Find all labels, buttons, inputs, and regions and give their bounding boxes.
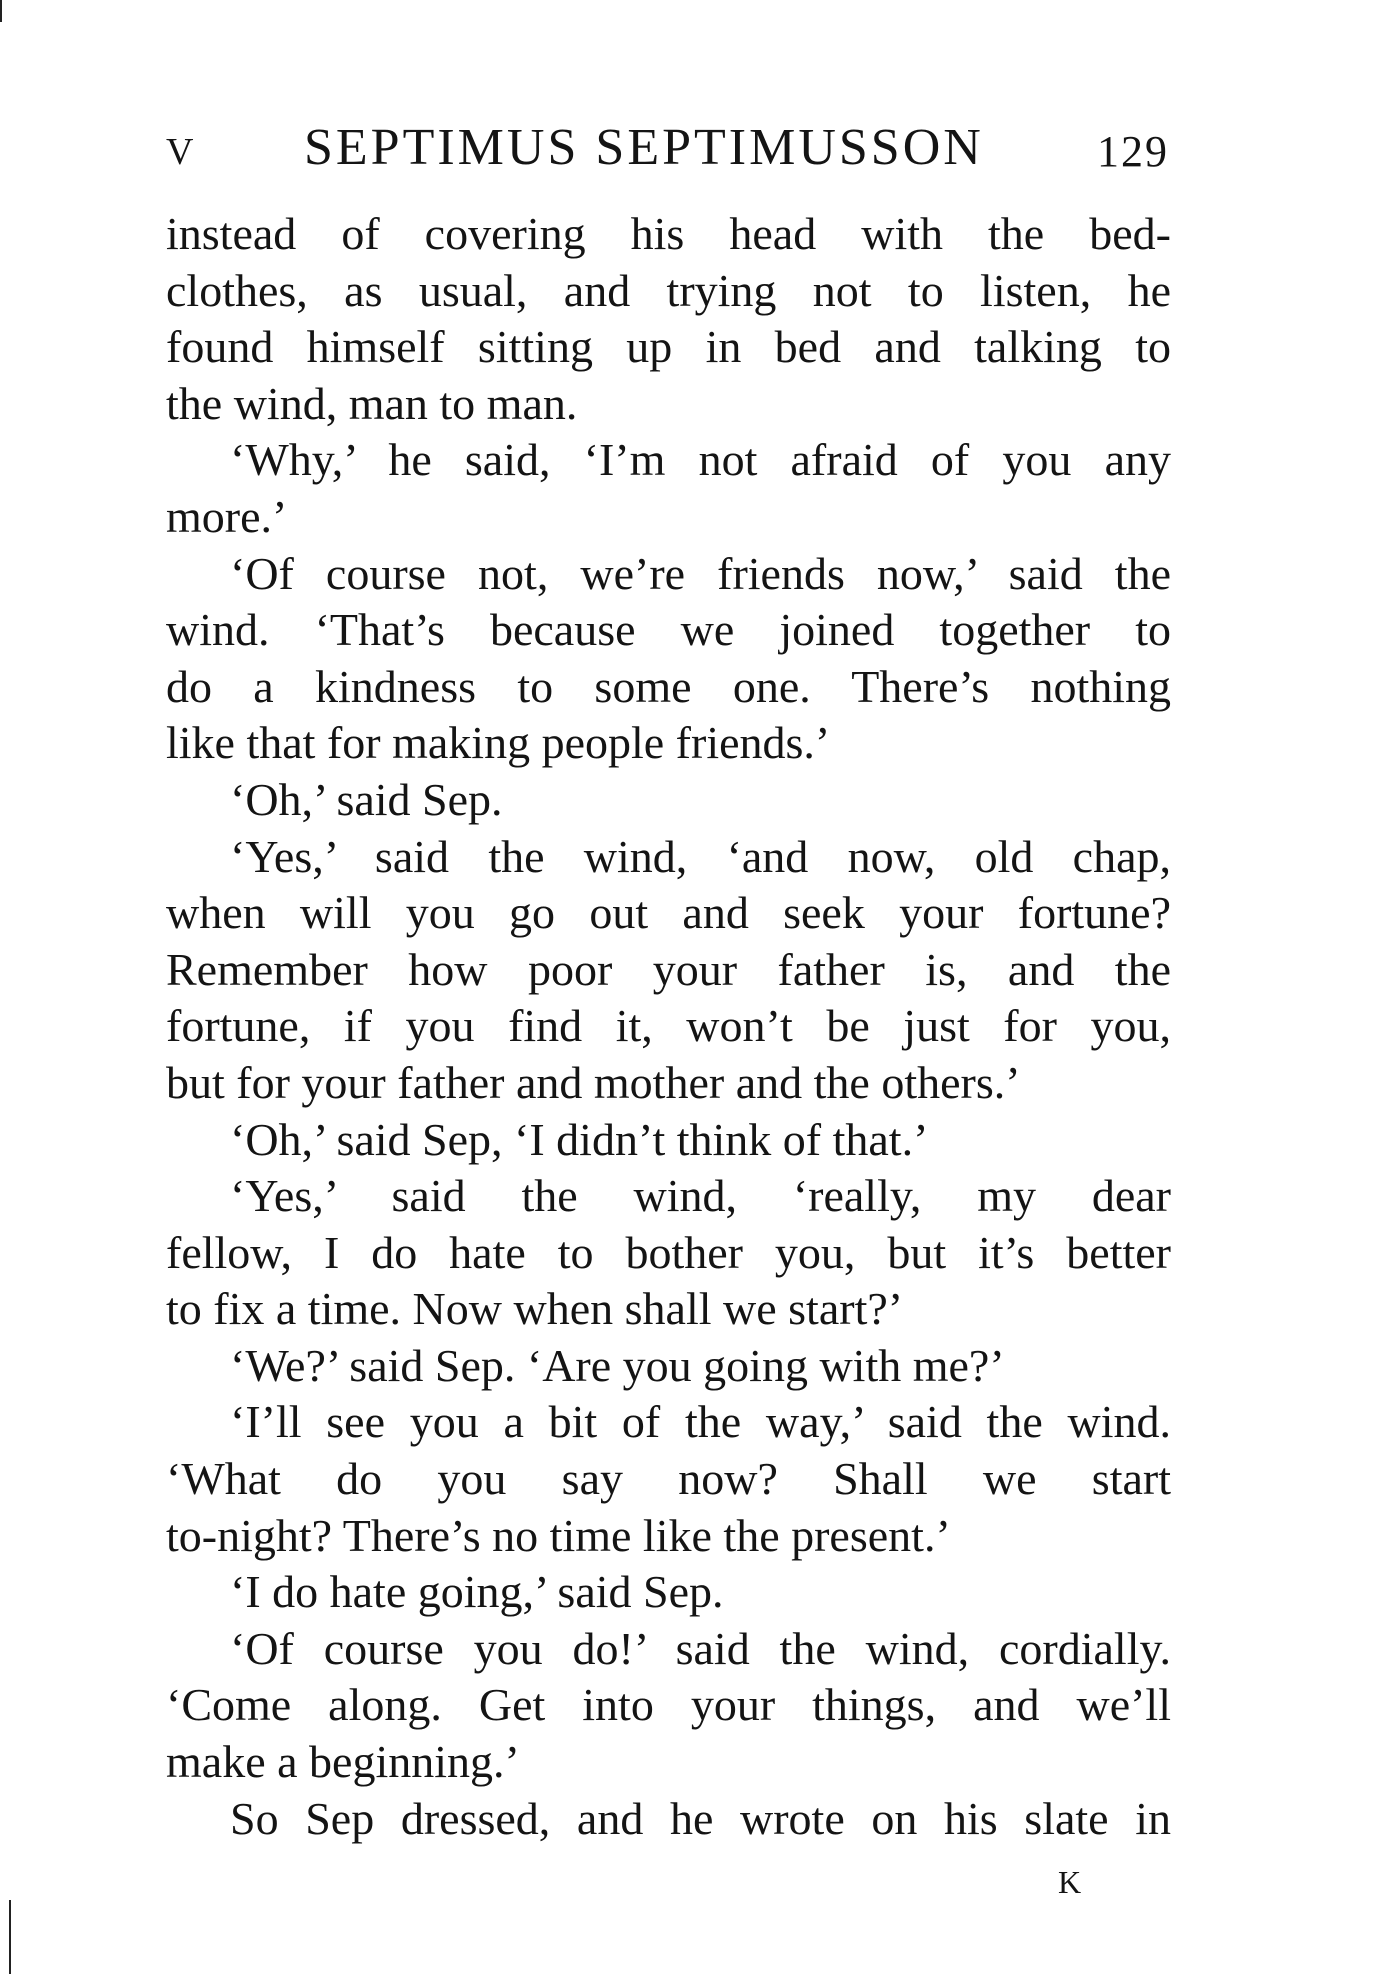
running-title: SEPTIMUS SEPTIMUSSON [304,119,984,176]
text-line: to-night? There’s no time like the present.’ [166,1509,951,1561]
text-line: make a beginning.’ [166,1736,520,1788]
text-line: ‘What do you say now? Shall we start [166,1453,1171,1505]
page-number: 129 [1097,127,1169,176]
body-text [166,206,1171,1847]
signature-mark: K [1058,1864,1083,1900]
text-line: So Sep dressed, and he wrote on his slate in [230,1792,1171,1844]
text-line: found himself sitting up in bed and talking to [166,321,1171,373]
chapter-number: V [166,131,196,173]
running-head [166,118,1169,178]
text-line: ‘Oh,’ said Sep. [230,773,503,825]
text-line: ‘I’ll see you a bit of the way,’ said the wind. [230,1396,1171,1448]
text-line: like that for making people friends.’ [166,717,831,769]
text-line: fellow, I do hate to bother you, but it’s better [166,1226,1171,1278]
text-line: ‘Yes,’ said the wind, ‘and now, old chap, [230,830,1171,882]
text-line: the wind, man to man. [166,377,578,429]
text-line: fortune, if you find it, won’t be just for you, [166,1000,1171,1052]
text-line: ‘Yes,’ said the wind, ‘really, my dear [230,1170,1171,1222]
text-line: to fix a time. Now when shall we start?’ [166,1283,904,1335]
text-line: wind. ‘That’s because we joined together to [166,604,1171,656]
text-line: Remember how poor your father is, and the [166,943,1171,995]
text-line: ‘Oh,’ said Sep, ‘I didn’t think of that.’ [230,1113,929,1165]
text-line: but for your father and mother and the others.’ [166,1056,1021,1108]
text-line: ‘I do hate going,’ said Sep. [230,1566,724,1618]
text-line: instead of covering his head with the bed- [166,208,1171,259]
text-line: clothes, as usual, and trying not to listen, he [166,264,1171,316]
scan-edge-mark-top [0,0,2,22]
text-line: when will you go out and seek your fortune? [166,887,1171,939]
text-line: ‘Why,’ he said, ‘I’m not afraid of you any [230,434,1171,486]
text-line: more.’ [166,490,288,542]
text-line: ‘We?’ said Sep. ‘Are you going with me?’ [230,1339,1005,1391]
scan-edge-mark-bottom [9,1900,11,1974]
text-line: do a kindness to some one. There’s nothing [166,660,1171,712]
text-line: ‘Of course you do!’ said the wind, cordially. [230,1622,1171,1674]
text-line: ‘Of course not, we’re friends now,’ said the [230,547,1171,599]
text-line: ‘Come along. Get into your things, and we’ll [166,1679,1171,1731]
